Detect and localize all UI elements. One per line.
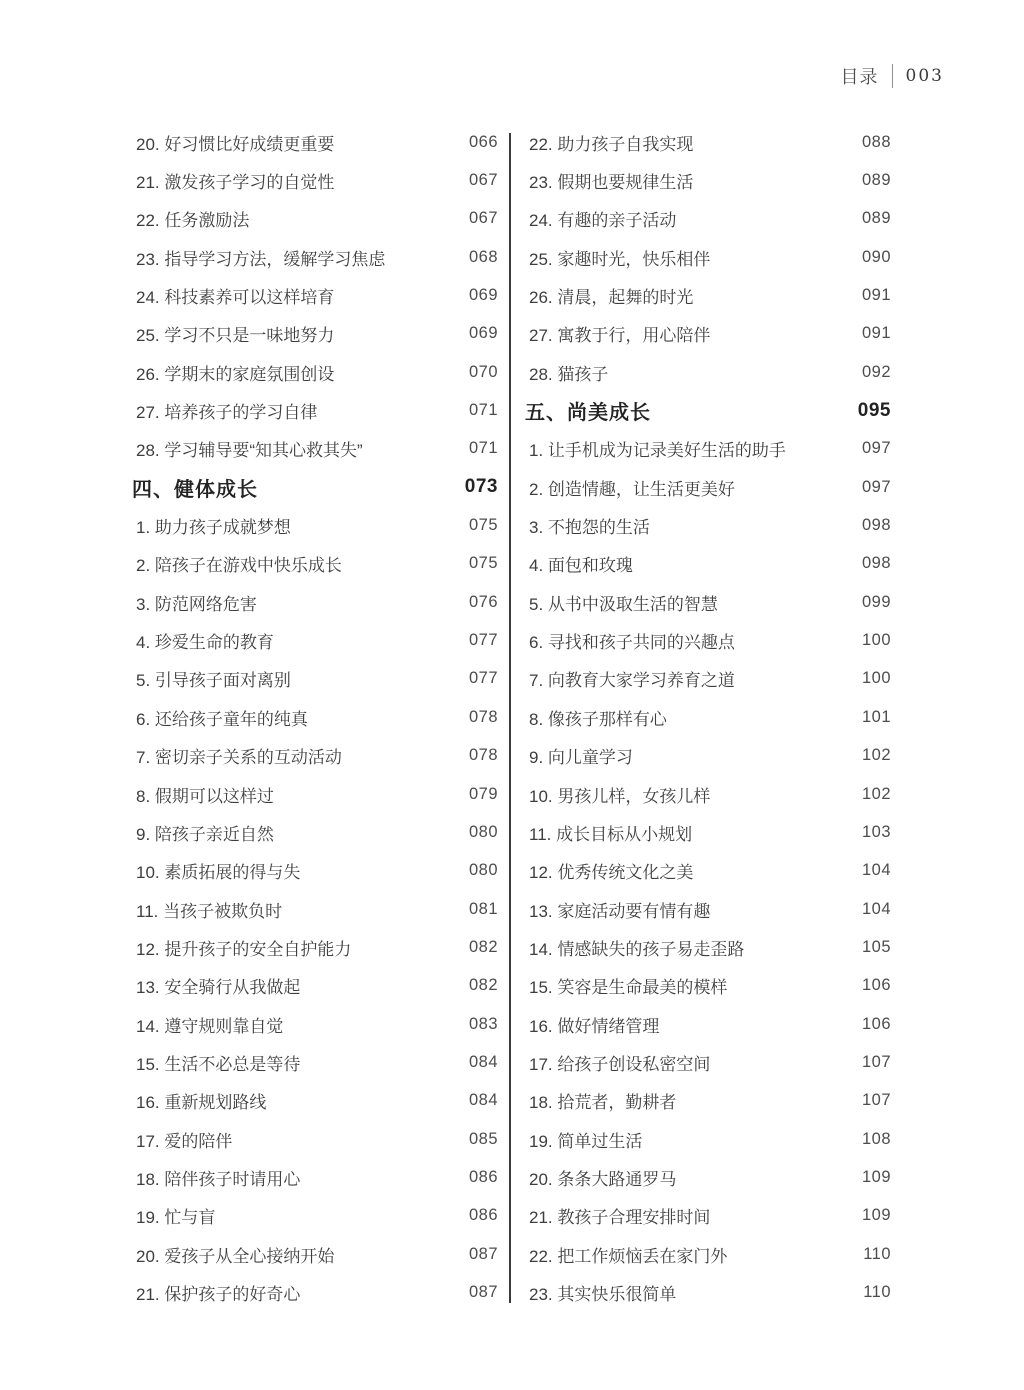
toc-entry-page-number: 085: [468, 1129, 498, 1148]
toc-entry-row: [136, 698, 498, 736]
toc-entry-row: [529, 813, 891, 851]
toc-entry-title: 11. 成长目标从小规划: [529, 824, 693, 844]
toc-entry-title: 23. 其实快乐很简单: [529, 1284, 677, 1304]
toc-entry-page-number: 067: [468, 171, 498, 190]
toc-entry-title: 6. 寻找和孩子共同的兴趣点: [529, 633, 735, 653]
toc-entry-page-number: 089: [861, 209, 891, 228]
toc-entry-row: [529, 468, 891, 506]
toc-entry-row: [529, 545, 891, 583]
toc-entry-page-number: 100: [861, 631, 891, 650]
toc-entry-page-number: 090: [861, 247, 891, 266]
toc-entry-page-number: 077: [468, 631, 498, 650]
column-divider: [509, 133, 511, 1303]
toc-entry-title: 1. 助力孩子成就梦想: [136, 518, 291, 538]
toc-entry-title: 20. 爱孩子从全心接纳开始: [136, 1246, 335, 1266]
toc-entry-page-number: 087: [468, 1282, 498, 1301]
toc-entry-title: 23. 指导学习方法，缓解学习焦虑: [136, 249, 386, 269]
toc-entry-row: [529, 775, 891, 813]
toc-entry-title: 26. 清晨，起舞的时光: [529, 288, 694, 308]
toc-entry-row: [136, 1273, 498, 1311]
toc-entry-row: [529, 852, 891, 890]
toc-entry-row: [529, 1235, 891, 1273]
toc-entry-title: 4. 面包和玫瑰: [529, 556, 633, 576]
toc-entry-page-number: 100: [861, 669, 891, 688]
toc-entry-page-number: 069: [468, 324, 498, 343]
toc-entry-title: 8. 像孩子那样有心: [529, 709, 667, 729]
toc-entry-page-number: 108: [861, 1129, 891, 1148]
toc-entry-title: 26. 学期末的家庭氛围创设: [136, 364, 335, 384]
toc-entry-title: 21. 教孩子合理安排时间: [529, 1208, 711, 1228]
toc-entry-title: 8. 假期可以这样过: [136, 786, 274, 806]
toc-entry-title: 28. 猫孩子: [529, 364, 609, 384]
toc-entry-row: [136, 737, 498, 775]
toc-entry-title: 6. 还给孩子童年的纯真: [136, 709, 308, 729]
toc-entry-page-number: 107: [861, 1052, 891, 1071]
toc-entry-title: 21. 激发孩子学习的自觉性: [136, 173, 335, 193]
toc-entry-page-number: 081: [468, 899, 498, 918]
toc-entry-title: 21. 保护孩子的好奇心: [136, 1284, 301, 1304]
toc-entry-page-number: 080: [468, 822, 498, 841]
toc-entry-row: [136, 1043, 498, 1081]
toc-entry-row: [136, 852, 498, 890]
toc-entry-row: [136, 200, 498, 238]
toc-entry-title: 24. 有趣的亲子活动: [529, 211, 677, 231]
toc-entry-page-number: 098: [861, 516, 891, 535]
running-header: [841, 62, 944, 90]
toc-entry-row: [529, 200, 891, 238]
toc-entry-page-number: 069: [468, 286, 498, 305]
toc-section-title: 四、健体成长: [132, 478, 258, 501]
toc-entry-row: [136, 391, 498, 429]
toc-entry-row: [136, 1120, 498, 1158]
toc-entry-row: [136, 775, 498, 813]
toc-entry-page-number: 104: [861, 861, 891, 880]
toc-entry-row: [529, 737, 891, 775]
toc-entry-title: 2. 陪孩子在游戏中快乐成长: [136, 556, 342, 576]
toc-entry-title: 12. 优秀传统文化之美: [529, 863, 694, 883]
toc-entry-row: [136, 967, 498, 1005]
toc-entry-title: 3. 防范网络危害: [136, 594, 257, 614]
toc-entry-page-number: 079: [468, 784, 498, 803]
toc-entry-title: 9. 向儿童学习: [529, 748, 633, 768]
toc-entry-row: [529, 123, 891, 161]
toc-entry-title: 22. 把工作烦恼丢在家门外: [529, 1246, 728, 1266]
toc-entry-title: 10. 素质拓展的得与失: [136, 863, 301, 883]
toc-entry-page-number: 102: [861, 784, 891, 803]
toc-entry-row: [529, 698, 891, 736]
toc-entry-page-number: 089: [861, 171, 891, 190]
toc-entry-row: [136, 238, 498, 276]
toc-entry-page-number: 101: [861, 707, 891, 726]
toc-entry-row: [529, 1043, 891, 1081]
toc-entry-page-number: 097: [861, 477, 891, 496]
toc-entry-title: 7. 向教育大家学习养育之道: [529, 671, 735, 691]
toc-entry-row: [136, 928, 498, 966]
toc-entry-title: 17. 爱的陪伴: [136, 1131, 233, 1151]
toc-entry-page-number: 067: [468, 209, 498, 228]
toc-entry-row: [529, 1120, 891, 1158]
toc-entry-page-number: 071: [468, 439, 498, 458]
toc-entry-page-number: 068: [468, 247, 498, 266]
toc-entry-row: [529, 967, 891, 1005]
toc-entry-page-number: 075: [468, 554, 498, 573]
toc-entry-row: [136, 1197, 498, 1235]
toc-entry-row: [136, 660, 498, 698]
toc-entry-page-number: 109: [861, 1206, 891, 1225]
header-title: 目录: [840, 67, 879, 87]
toc-entry-row: [529, 1273, 891, 1311]
toc-entry-title: 25. 学习不只是一味地努力: [136, 326, 335, 346]
toc-entry-row: [136, 1235, 498, 1273]
toc-entry-page-number: 092: [861, 362, 891, 381]
toc-entry-title: 27. 培养孩子的学习自律: [136, 403, 318, 423]
toc-entry-row: [529, 238, 891, 276]
toc-entry-title: 14. 情感缺失的孩子易走歪路: [529, 939, 745, 959]
toc-entry-row: [136, 315, 498, 353]
toc-entry-title: 7. 密切亲子关系的互动活动: [136, 748, 342, 768]
toc-entry-title: 19. 简单过生活: [529, 1131, 643, 1151]
toc-entry-title: 11. 当孩子被欺负时: [136, 901, 283, 921]
toc-entry-title: 20. 好习惯比好成绩更重要: [136, 134, 335, 154]
toc-entry-row: [529, 660, 891, 698]
toc-entry-page-number: 110: [863, 1244, 891, 1263]
toc-entry-page-number: 088: [861, 132, 891, 151]
toc-entry-title: 13. 家庭活动要有情有趣: [529, 901, 711, 921]
toc-entry-row: [136, 506, 498, 544]
toc-entry-row: [529, 353, 891, 391]
toc-entry-row: [529, 506, 891, 544]
toc-entry-row: [136, 430, 498, 468]
toc-entry-title: 2. 创造情趣，让生活更美好: [529, 479, 735, 499]
toc-entry-row: [529, 1197, 891, 1235]
toc-entry-title: 3. 不抱怨的生活: [529, 518, 650, 538]
toc-entry-row: [136, 1005, 498, 1043]
toc-entry-page-number: 102: [861, 746, 891, 765]
toc-entry-row: [529, 276, 891, 314]
toc-entry-row: [529, 315, 891, 353]
toc-section-row: [525, 391, 891, 429]
toc-entry-page-number: 083: [468, 1014, 498, 1033]
toc-section-page-number: 073: [464, 476, 498, 498]
toc-entry-row: [136, 545, 498, 583]
toc-entry-page-number: 086: [468, 1206, 498, 1225]
toc-entry-title: 9. 陪孩子亲近自然: [136, 824, 274, 844]
toc-entry-row: [136, 161, 498, 199]
toc-entry-title: 25. 家趣时光，快乐相伴: [529, 249, 711, 269]
toc-entry-page-number: 098: [861, 554, 891, 573]
toc-entry-title: 17. 给孩子创设私密空间: [529, 1054, 711, 1074]
toc-section-title: 五、尚美成长: [525, 402, 651, 425]
toc-entry-page-number: 104: [861, 899, 891, 918]
toc-entry-title: 15. 生活不必总是等待: [136, 1054, 301, 1074]
toc-entry-page-number: 075: [468, 516, 498, 535]
toc-entry-row: [529, 621, 891, 659]
toc-entry-title: 12. 提升孩子的安全自护能力: [136, 939, 352, 959]
toc-entry-page-number: 105: [861, 937, 891, 956]
toc-entry-page-number: 078: [468, 746, 498, 765]
toc-entry-row: [136, 1158, 498, 1196]
toc-entry-row: [529, 928, 891, 966]
toc-entry-page-number: 091: [861, 324, 891, 343]
toc-entry-page-number: 076: [468, 592, 498, 611]
toc-entry-page-number: 087: [468, 1244, 498, 1263]
toc-entry-title: 23. 假期也要规律生活: [529, 173, 694, 193]
toc-entry-title: 16. 重新规划路线: [136, 1093, 267, 1113]
toc-entry-title: 1. 让手机成为记录美好生活的助手: [529, 441, 786, 461]
header-divider: [892, 64, 893, 88]
toc-entry-title: 13. 安全骑行从我做起: [136, 978, 301, 998]
toc-entry-title: 19. 忙与盲: [136, 1208, 216, 1228]
toc-entry-row: [136, 890, 498, 928]
toc-column-left: [132, 123, 498, 1312]
toc-entry-page-number: 082: [468, 937, 498, 956]
toc-entry-row: [136, 123, 498, 161]
toc-entry-title: 20. 条条大路通罗马: [529, 1169, 677, 1189]
toc-entry-page-number: 106: [861, 1014, 891, 1033]
toc-entry-page-number: 078: [468, 707, 498, 726]
toc-entry-title: 16. 做好情绪管理: [529, 1016, 660, 1036]
toc-entry-row: [529, 1158, 891, 1196]
toc-entry-title: 28. 学习辅导要“知其心救其失”: [136, 441, 363, 461]
toc-entry-row: [529, 1005, 891, 1043]
toc-entry-row: [529, 1082, 891, 1120]
toc-entry-title: 14. 遵守规则靠自觉: [136, 1016, 284, 1036]
toc-entry-page-number: 071: [468, 401, 498, 420]
toc-entry-page-number: 103: [861, 822, 891, 841]
toc-entry-row: [136, 621, 498, 659]
toc-entry-page-number: 084: [468, 1091, 498, 1110]
toc-entry-title: 15. 笑容是生命最美的模样: [529, 978, 728, 998]
toc-section-page-number: 095: [857, 399, 891, 421]
toc-entry-page-number: 109: [861, 1167, 891, 1186]
toc-entry-page-number: 091: [861, 286, 891, 305]
toc-entry-row: [529, 890, 891, 928]
toc-entry-title: 22. 助力孩子自我实现: [529, 134, 694, 154]
toc-entry-page-number: 099: [861, 592, 891, 611]
toc-entry-row: [136, 353, 498, 391]
toc-entry-title: 22. 任务激励法: [136, 211, 250, 231]
toc-entry-title: 18. 拾荒者，勤耕者: [529, 1093, 677, 1113]
toc-entry-title: 4. 珍爱生命的教育: [136, 633, 274, 653]
toc-entry-title: 5. 从书中汲取生活的智慧: [529, 594, 718, 614]
toc-entry-title: 24. 科技素养可以这样培育: [136, 288, 335, 308]
toc-entry-row: [529, 583, 891, 621]
toc-column-right: [525, 123, 891, 1312]
toc-entry-page-number: 097: [861, 439, 891, 458]
toc-entry-page-number: 086: [468, 1167, 498, 1186]
header-page-number: 003: [905, 66, 944, 86]
toc-entry-title: 27. 寓教于行，用心陪伴: [529, 326, 711, 346]
toc-entry-page-number: 107: [861, 1091, 891, 1110]
toc-section-row: [132, 468, 498, 506]
toc-entry-title: 18. 陪伴孩子时请用心: [136, 1169, 301, 1189]
toc-entry-row: [136, 813, 498, 851]
toc-entry-row: [529, 161, 891, 199]
toc-entry-page-number: 106: [861, 976, 891, 995]
toc-entry-row: [136, 583, 498, 621]
toc-entry-page-number: 066: [468, 132, 498, 151]
toc-entry-row: [136, 276, 498, 314]
toc-entry-page-number: 110: [863, 1282, 891, 1301]
toc-entry-page-number: 077: [468, 669, 498, 688]
toc-entry-page-number: 080: [468, 861, 498, 880]
toc-entry-row: [136, 1082, 498, 1120]
toc-entry-title: 10. 男孩儿样，女孩儿样: [529, 786, 711, 806]
toc-entry-title: 5. 引导孩子面对离别: [136, 671, 291, 691]
toc-entry-page-number: 084: [468, 1052, 498, 1071]
toc-entry-row: [529, 430, 891, 468]
toc-entry-page-number: 070: [468, 362, 498, 381]
toc-entry-page-number: 082: [468, 976, 498, 995]
